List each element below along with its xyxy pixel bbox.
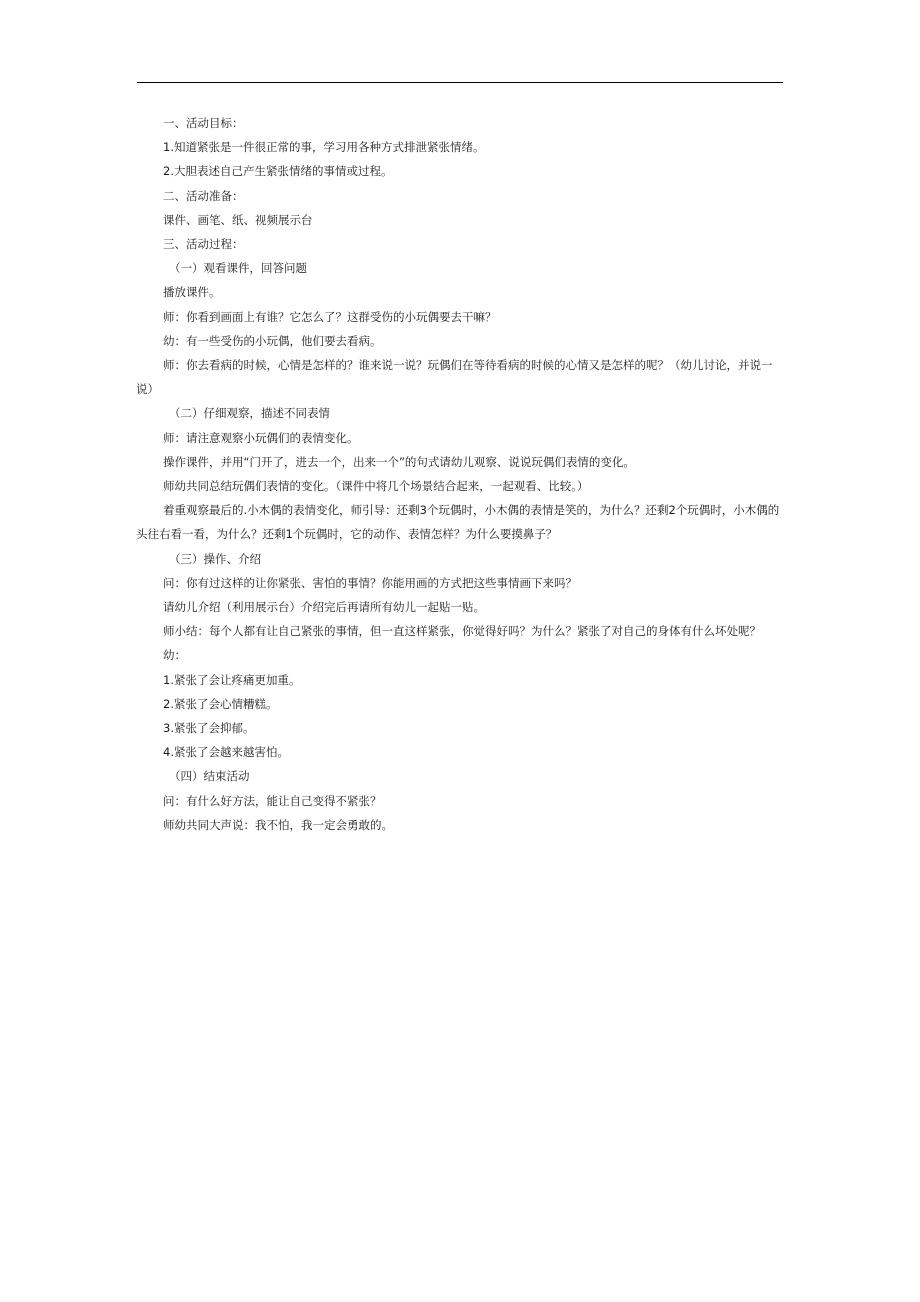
section-heading-preparation: 二、活动准备： [163,188,244,203]
paragraph: 请幼儿介绍（利用展示台）介绍完后再请所有幼儿一起贴一贴。 [163,600,485,615]
goal-item-2: 2.大胆表述自己产生紧张情绪的事情或过程。 [163,164,393,179]
list-item: 4.紧张了会越来越害怕。 [163,745,289,760]
section-heading-goals: 一、活动目标： [163,116,244,130]
paragraph: 师：你看到画面上有谁？它怎么了？这群受伤的小玩偶要去干嘛？ [163,309,497,324]
paragraph: 问：有什么好方法，能让自己变得不紧张？ [163,793,382,808]
step-heading-2: （二）仔细观察，描述不同表情 [169,406,330,421]
paragraph: 操作课件，并用“门开了，进去一个，出来一个”的句式请幼儿观察、说说玩偶们表情的变化。 [163,454,635,469]
paragraph: 播放课件。 [163,285,221,300]
paragraph: 师幼共同总结玩偶们表情的变化。（课件中将几个场景结合起来，一起观看、比较。） [163,479,589,494]
paragraph: 问：你有过这样的让你紧张、害怕的事情？你能用画的方式把这些事情画下来吗？ [163,575,577,590]
goal-item-1: 1.知道紧张是一件很正常的事，学习用各种方式排泄紧张情绪。 [163,140,485,155]
step-heading-1: （一）观看课件，回答问题 [169,261,307,276]
paragraph: 师小结：每个人都有让自己紧张的事情，但一直这样紧张，你觉得好吗？为什么？紧张了对自己的身体有什么坏处呢？ [163,624,761,639]
paragraph: 师：请注意观察小玩偶们的表情变化。 [163,430,359,445]
document-body [136,111,788,837]
paragraph: 幼： [163,648,186,663]
header-rule [137,82,783,83]
list-item: 3.紧张了会抑郁。 [163,721,255,736]
list-item: 2.紧张了会心情糟糕。 [163,696,278,711]
paragraph: 着重观察最后的.小木偶的表情变化，师引导：还剩3个玩偶时，小木偶的表情是笑的，为什么？还剩2个玩偶时，小木偶的头往右看一看，为什么？还剩1个玩偶时，它的动作、表情怎样？为什么要摸鼻子？ [136,503,780,542]
step-heading-4: （四）结束活动 [169,769,250,784]
section-heading-process: 三、活动过程： [163,237,244,252]
list-item: 1.紧张了会让疼痛更加重。 [163,672,301,687]
paragraph: 师幼共同大声说：我不怕，我一定会勇敢的。 [163,817,393,832]
paragraph: 幼：有一些受伤的小玩偶，他们要去看病。 [163,333,382,348]
paragraph: 师：你去看病的时候，心情是怎样的？谁来说一说？玩偶们在等待看病的时候的心情又是怎样的呢？（幼儿讨论，并说一说） [136,358,773,397]
step-heading-3: （三）操作、介绍 [169,551,261,566]
preparation-materials: 课件、画笔、纸、视频展示台 [163,212,313,227]
